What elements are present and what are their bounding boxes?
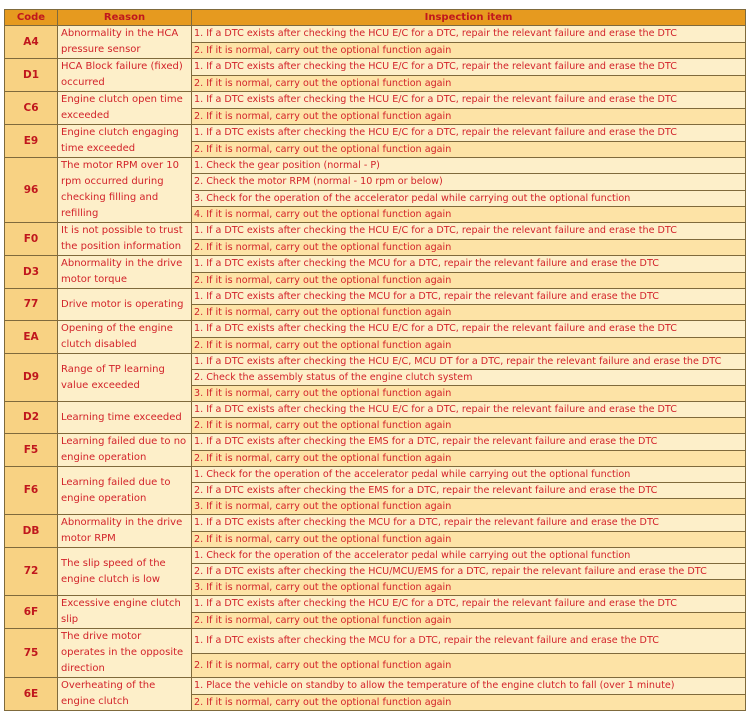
inspection-item-cell: 2. If it is normal, carry out the optional function again xyxy=(192,653,746,678)
inspection-item-cell: 1. If a DTC exists after checking the HCU E/C for a DTC, repair the relevant failure and erase the DTC xyxy=(192,92,746,109)
table-row xyxy=(5,467,746,483)
inspection-item-cell: 1. If a DTC exists after checking the HCU E/C for a DTC, repair the relevant failure and erase the DTC xyxy=(192,26,746,43)
inspection-item-cell: 1. If a DTC exists after checking the HCU E/C for a DTC, repair the relevant failure and erase the DTC xyxy=(192,402,746,418)
table-row xyxy=(5,92,746,109)
header-code: Code xyxy=(5,10,58,26)
code-cell: C6 xyxy=(5,92,58,125)
inspection-item-cell: 2. Check the motor RPM (normal - 10 rpm or below) xyxy=(192,174,746,190)
table-body xyxy=(5,26,746,711)
inspection-table xyxy=(4,9,746,711)
reason-cell: Engine clutch open time exceeded xyxy=(58,92,192,125)
reason-cell: HCA Block failure (fixed) occurred xyxy=(58,59,192,92)
inspection-item-cell: 1. Place the vehicle on standby to allow the temperature of the engine clutch to fall (over 1 minute) xyxy=(192,678,746,695)
inspection-item-cell: 1. If a DTC exists after checking the MCU for a DTC, repair the relevant failure and erase the DTC xyxy=(192,629,746,654)
table-row xyxy=(5,158,746,174)
table-row xyxy=(5,125,746,142)
reason-cell: Drive motor is operating xyxy=(58,289,192,321)
reason-cell: Learning time exceeded xyxy=(58,402,192,434)
table-row xyxy=(5,59,746,76)
reason-cell: Learning failed due to engine operation xyxy=(58,467,192,515)
reason-cell: The drive motor operates in the opposite direction xyxy=(58,629,192,678)
inspection-item-cell: 2. If it is normal, carry out the optional function again xyxy=(192,305,746,321)
reason-cell: Abnormality in the HCA pressure sensor xyxy=(58,26,192,59)
inspection-item-cell: 1. If a DTC exists after checking the MCU for a DTC, repair the relevant failure and erase the DTC xyxy=(192,289,746,305)
code-cell: D9 xyxy=(5,354,58,402)
inspection-item-cell: 1. Check for the operation of the accelerator pedal while carrying out the optional function xyxy=(192,467,746,483)
code-cell: 96 xyxy=(5,158,58,223)
table-row xyxy=(5,515,746,532)
reason-cell: Abnormality in the drive motor torque xyxy=(58,256,192,289)
inspection-item-cell: 1. If a DTC exists after checking the MCU for a DTC, repair the relevant failure and erase the DTC xyxy=(192,515,746,532)
inspection-item-cell: 1. If a DTC exists after checking the HCU E/C, MCU DT for a DTC, repair the relevant failure and erase the DTC xyxy=(192,354,746,370)
inspection-item-cell: 1. If a DTC exists after checking the HCU E/C for a DTC, repair the relevant failure and erase the DTC xyxy=(192,125,746,142)
inspection-item-cell: 2. Check the assembly status of the engine clutch system xyxy=(192,370,746,386)
inspection-item-cell: 1. If a DTC exists after checking the HCU E/C for a DTC, repair the relevant failure and erase the DTC xyxy=(192,321,746,338)
table-row xyxy=(5,289,746,305)
inspection-item-cell: 2. If a DTC exists after checking the HCU/MCU/EMS for a DTC, repair the relevant failure and erase the DTC xyxy=(192,564,746,580)
inspection-item-cell: 1. If a DTC exists after checking the HCU E/C for a DTC, repair the relevant failure and erase the DTC xyxy=(192,223,746,240)
inspection-item-cell: 2. If it is normal, carry out the optional function again xyxy=(192,450,746,467)
inspection-item-cell: 3. Check for the operation of the accelerator pedal while carrying out the optional function xyxy=(192,190,746,206)
inspection-item-cell: 1. Check for the operation of the accelerator pedal while carrying out the optional function xyxy=(192,548,746,564)
reason-cell: Opening of the engine clutch disabled xyxy=(58,321,192,354)
code-cell: F5 xyxy=(5,434,58,467)
code-cell: 72 xyxy=(5,548,58,596)
code-cell: E9 xyxy=(5,125,58,158)
reason-cell: Range of TP learning value exceeded xyxy=(58,354,192,402)
code-cell: 6F xyxy=(5,596,58,629)
inspection-item-cell: 1. If a DTC exists after checking the MCU for a DTC, repair the relevant failure and erase the DTC xyxy=(192,256,746,273)
reason-cell: Abnormality in the drive motor RPM xyxy=(58,515,192,548)
table-row xyxy=(5,256,746,273)
inspection-item-cell: 2. If it is normal, carry out the optional function again xyxy=(192,108,746,125)
reason-cell: The motor RPM over 10 rpm occurred during checking filling and refilling xyxy=(58,158,192,223)
inspection-item-cell: 1. If a DTC exists after checking the HCU E/C for a DTC, repair the relevant failure and erase the DTC xyxy=(192,59,746,76)
table-header xyxy=(5,10,746,26)
inspection-item-cell: 2. If it is normal, carry out the optional function again xyxy=(192,272,746,289)
table-row xyxy=(5,434,746,451)
code-cell: D3 xyxy=(5,256,58,289)
code-cell: EA xyxy=(5,321,58,354)
code-cell: D2 xyxy=(5,402,58,434)
table-row xyxy=(5,678,746,695)
code-cell: F6 xyxy=(5,467,58,515)
table-row xyxy=(5,402,746,418)
reason-cell: It is not possible to trust the position information xyxy=(58,223,192,256)
inspection-item-cell: 2. If it is normal, carry out the optional function again xyxy=(192,42,746,59)
inspection-item-cell: 2. If it is normal, carry out the optional function again xyxy=(192,75,746,92)
reason-cell: Excessive engine clutch slip xyxy=(58,596,192,629)
code-cell: A4 xyxy=(5,26,58,59)
inspection-item-cell: 4. If it is normal, carry out the optional function again xyxy=(192,206,746,222)
inspection-item-cell: 3. If it is normal, carry out the optional function again xyxy=(192,386,746,402)
table-row xyxy=(5,629,746,654)
table-row xyxy=(5,548,746,564)
reason-cell: The slip speed of the engine clutch is low xyxy=(58,548,192,596)
code-cell: DB xyxy=(5,515,58,548)
inspection-item-cell: 2. If it is normal, carry out the optional function again xyxy=(192,531,746,548)
code-cell: D1 xyxy=(5,59,58,92)
inspection-item-cell: 3. If it is normal, carry out the optional function again xyxy=(192,580,746,596)
inspection-item-cell: 2. If it is normal, carry out the optional function again xyxy=(192,418,746,434)
reason-cell: Engine clutch engaging time exceeded xyxy=(58,125,192,158)
inspection-item-cell: 2. If it is normal, carry out the optional function again xyxy=(192,694,746,711)
header-row xyxy=(5,10,746,26)
inspection-item-cell: 1. If a DTC exists after checking the EMS for a DTC, repair the relevant failure and erase the DTC xyxy=(192,434,746,451)
inspection-item-cell: 1. If a DTC exists after checking the HCU E/C for a DTC, repair the relevant failure and erase the DTC xyxy=(192,596,746,613)
inspection-item-cell: 2. If it is normal, carry out the optional function again xyxy=(192,239,746,256)
inspection-item-cell: 2. If a DTC exists after checking the EMS for a DTC, repair the relevant failure and erase the DTC xyxy=(192,483,746,499)
table-row xyxy=(5,223,746,240)
table-row xyxy=(5,321,746,338)
header-reason: Reason xyxy=(58,10,192,26)
inspection-item-cell: 1. Check the gear position (normal - P) xyxy=(192,158,746,174)
table-row xyxy=(5,26,746,43)
reason-cell: Overheating of the engine clutch xyxy=(58,678,192,711)
table-row xyxy=(5,596,746,613)
inspection-item-cell: 2. If it is normal, carry out the optional function again xyxy=(192,141,746,158)
code-cell: 77 xyxy=(5,289,58,321)
table-row xyxy=(5,354,746,370)
code-cell: 75 xyxy=(5,629,58,678)
inspection-item-cell: 3. If it is normal, carry out the optional function again xyxy=(192,499,746,515)
code-cell: 6E xyxy=(5,678,58,711)
reason-cell: Learning failed due to no engine operation xyxy=(58,434,192,467)
header-inspection-item: Inspection item xyxy=(192,10,746,26)
inspection-item-cell: 2. If it is normal, carry out the optional function again xyxy=(192,612,746,629)
inspection-item-cell: 2. If it is normal, carry out the optional function again xyxy=(192,337,746,354)
code-cell: F0 xyxy=(5,223,58,256)
